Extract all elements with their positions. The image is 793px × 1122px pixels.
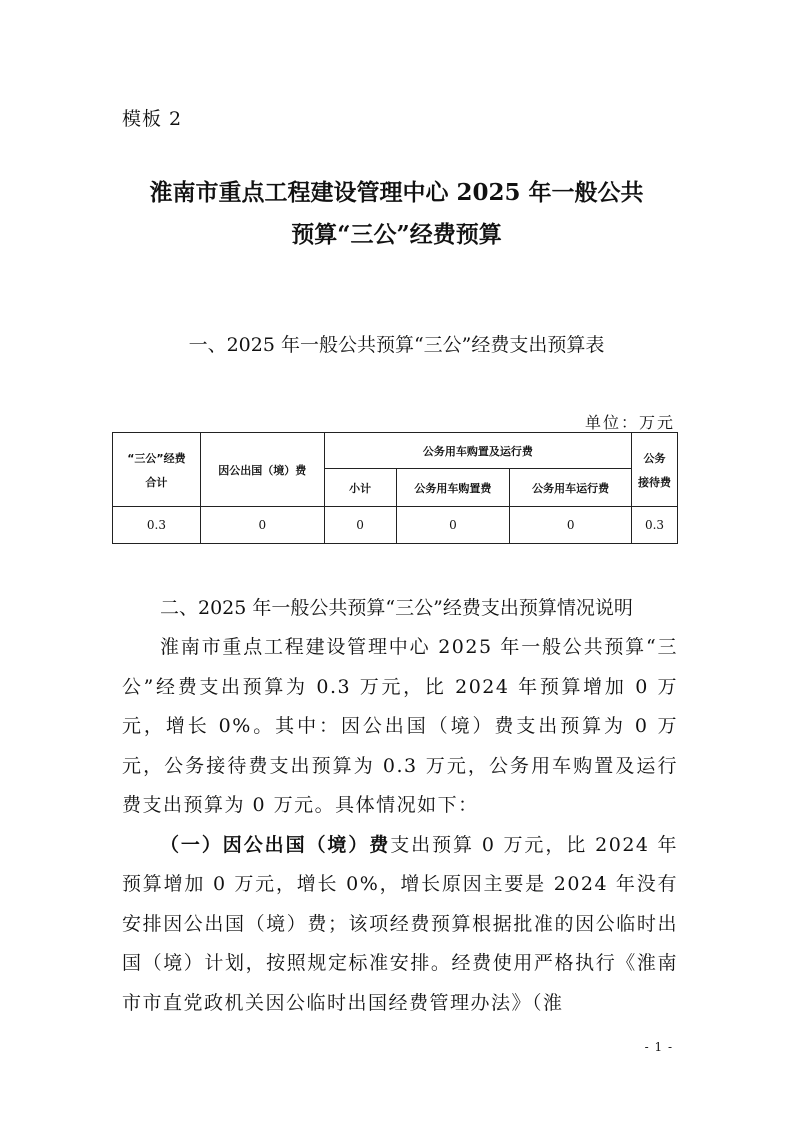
paragraph-2-text: 支出预算 0 万元，比 2024 年预算增加 0 万元，增长 0%，增长原因主要是 2024 年没有安排因公出国（境）费；该项经费预算根据批准的因公临时出国（境）计划，按照规定标准安排。经费使用严格执行《淮南市市直党政机关因公临时出国经费管理办法》（淮 <box>122 833 678 1014</box>
cell-total: 0.3 <box>113 507 201 544</box>
unit-label: 单位：万元 <box>584 413 675 432</box>
header-vehicle-operation: 公务用车运行费 <box>510 469 632 507</box>
section1-heading: 一、2025 年一般公共预算“三公”经费支出预算表 <box>188 334 605 356</box>
cell-abroad: 0 <box>200 507 324 544</box>
section2-heading: 二、2025 年一般公共预算“三公”经费支出预算情况说明 <box>160 597 633 619</box>
header-abroad: 因公出国（境）费 <box>200 433 324 507</box>
cell-vehicle-operation: 0 <box>510 507 632 544</box>
table-row <box>113 507 678 544</box>
header-total-bottom: 合计 <box>145 475 168 489</box>
page-number: - 1 - <box>644 1040 673 1054</box>
header-vehicle-group: 公务用车购置及运行费 <box>324 433 631 469</box>
cell-subtotal: 0 <box>324 507 396 544</box>
paragraph-2-lead: （一）因公出国（境）费 <box>160 833 391 856</box>
header-total-top: “三公”经费 <box>127 451 186 465</box>
header-reception <box>632 433 678 507</box>
title-line-2: 预算“三公”经费预算 <box>291 221 502 248</box>
header-reception-top: 公务 <box>643 451 666 465</box>
cell-vehicle-purchase: 0 <box>396 507 510 544</box>
paragraph-2 <box>122 826 678 1024</box>
budget-table <box>112 432 678 544</box>
title-line-1: 淮南市重点工程建设管理中心 2025 年一般公共 <box>149 179 644 206</box>
header-total <box>113 433 201 507</box>
header-subtotal: 小计 <box>324 469 396 507</box>
header-vehicle-purchase: 公务用车购置费 <box>396 469 510 507</box>
body-text <box>122 628 678 1023</box>
cell-reception: 0.3 <box>632 507 678 544</box>
document-title <box>0 172 793 256</box>
template-label: 模板 2 <box>122 108 183 130</box>
header-reception-bottom: 接待费 <box>638 475 672 489</box>
paragraph-1: 淮南市重点工程建设管理中心 2025 年一般公共预算“三公”经费支出预算为 0.3 万元，比 2024 年预算增加 0 万元，增长 0%。其中：因公出国（境）费支出预算为 0 万元，公务接待费支出预算为 0.3 万元，公务用车购置及运行费支出预算为 0 万元。具体情况如下： <box>122 636 678 816</box>
